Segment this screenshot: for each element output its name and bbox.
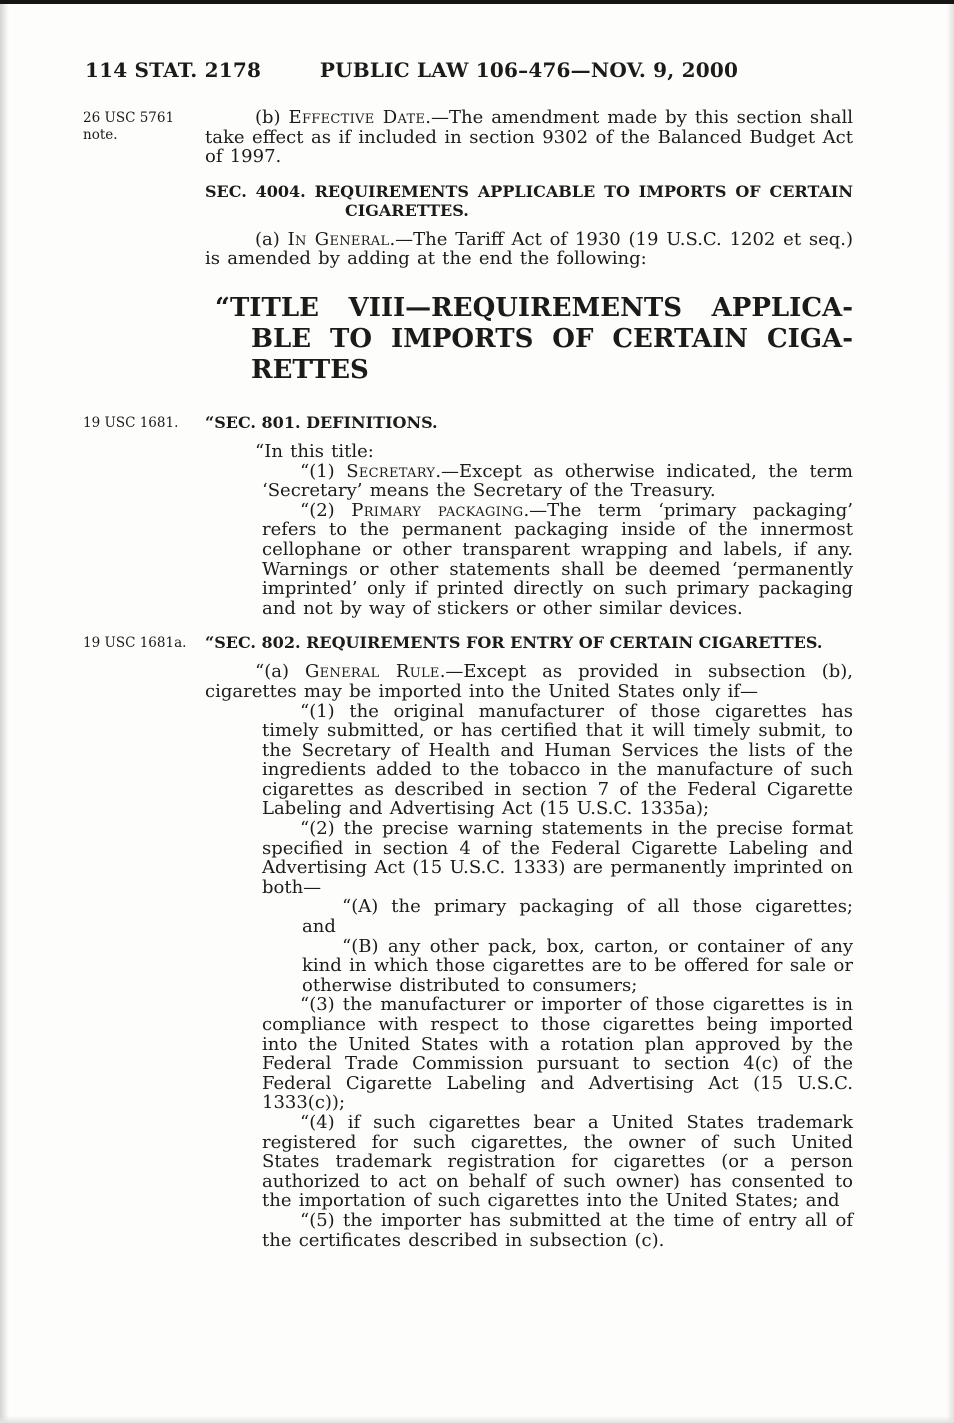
text-run: “(B) any other pack, box, carton, or container of any kind in which those cigarettes are to be offered for sale or otherwise distributed to consumers; [302, 935, 853, 996]
small-caps-term: Primary packaging [351, 499, 524, 521]
sec-801-heading [83, 412, 853, 432]
text-run: “(2) the precise warning statements in the precise format specified in section 4 of the Federal Cigarette Labeling and Advertising Act (15 U.S.C. 1333) are permanently imprinted on both— [262, 818, 853, 898]
text-run: “In this title: [255, 440, 374, 462]
small-caps-term: In General [287, 228, 390, 250]
small-caps-term: General Rule [304, 661, 440, 683]
heading-line: BLE TO IMPORTS OF CERTAIN CIGA- [251, 323, 853, 354]
subsection-a-in-general [205, 230, 853, 269]
text-run: “(1) the original manufacturer of those cigarettes has timely submitted, or has certified that it will timely submit, to the Secretary of Health and Human Services the lists of the ingredients added to the tobacco in the manufacture of such cigarettes as described in section 7 of the Federal Cigarette Labeling and Advertising Act (15 U.S.C. 1335a); [262, 700, 853, 820]
text-run: .—Except as otherwise indicated, the term ‘Secretary’ means the Secretary of the Treasury. [262, 460, 853, 502]
scan-right-edge [947, 4, 954, 1423]
sec-802-a-general-rule [205, 662, 853, 701]
text-run: “(3) the manufacturer or importer of those cigarettes is in compliance with respect to those cigarettes being imported into the United States with a rotation plan approved by the Federal Trade Commission pursuant to section 4(c) of the Federal Cigarette Labeling and Advertising Act (15 U.S.C. 1333(c)); [262, 994, 853, 1114]
sec-802-a-5 [262, 1211, 853, 1250]
heading-line: “TITLE VIII—REQUIREMENTS APPLICA- [215, 292, 853, 323]
text-run: “(5) the importer has submitted at the time of entry all of the certificates described in subsection (c). [262, 1209, 853, 1251]
sec-802-a-2-B [302, 937, 853, 996]
text-run: “(1) [300, 460, 347, 482]
sec-802-a-1 [262, 702, 853, 820]
text-run: (a) [255, 228, 288, 250]
sec-802-a-3 [262, 995, 853, 1113]
usc-margin-note: 26 USC 5761 note. [83, 110, 175, 143]
stat-page-number: 114 STAT. 2178 [85, 58, 262, 82]
document-blocks [83, 107, 854, 1251]
usc-margin-note: 19 USC 1681. [83, 414, 179, 431]
text-run: .—The Tariff Act of 1930 (19 U.S.C. 1202 et seq.) is amended by adding at the end the following: [205, 228, 854, 270]
text-run: “(4) if such cigarettes bear a United States trademark registered for such cigarettes, the owner of such United States trademark registration for cigarettes (or a person authorized to act on behalf of such owner) has consented to the importation of such cigarettes into the United States; and [262, 1111, 853, 1212]
sec-802-a-4 [262, 1113, 853, 1211]
sec-4004-heading [205, 182, 853, 220]
small-caps-term: Secretary [346, 460, 436, 482]
heading-line: “SEC. 801. DEFINITIONS. [205, 412, 438, 432]
sec-802-a-2-A [302, 897, 853, 936]
text-run: (b) [255, 107, 289, 128]
subsection-b-effective-date [83, 107, 854, 168]
heading-line: RETTES [251, 354, 369, 385]
in-this-title [205, 442, 853, 462]
text-run: “(2) [300, 499, 352, 521]
sec-802-heading [83, 633, 853, 653]
text-run: “(a) [255, 661, 305, 683]
small-caps-term: Effective Date [288, 107, 426, 128]
running-header [0, 58, 954, 84]
title-viii-heading [205, 293, 853, 386]
text-run: .—Except as provided in subsection (b), cigarettes may be imported into the United States only if— [205, 661, 853, 702]
heading-line: SEC. 4004. REQUIREMENTS APPLICABLE TO IMPORTS OF CERTAIN [205, 181, 853, 201]
public-law-header: PUBLIC LAW 106–476—NOV. 9, 2000 [319, 58, 739, 82]
heading-line: “SEC. 802. REQUIREMENTS FOR ENTRY OF CERTAIN CIGARETTES. [205, 633, 823, 653]
text-run: “(A) the primary packaging of all those cigarettes; and [302, 896, 853, 938]
definition-1-secretary [262, 462, 853, 501]
sec-802-a-2 [262, 819, 853, 897]
text-run: .—The term ‘primary packaging’ refers to the permanent packaging inside of the innermost cellophane or other transparent wrapping and labels, if any. Warnings or other statements shall be deemed ‘permanently imprinted’ only if printed directly on such primary packaging and not by way of stickers or other similar devices. [262, 499, 853, 619]
definition-2-primary-packaging [262, 501, 853, 619]
usc-margin-note: 19 USC 1681a. [83, 635, 187, 652]
scan-top-edge [0, 0, 954, 4]
scan-bottom-edge [0, 1416, 954, 1423]
text-run: .—The amendment made by this section shall take effect as if included in section 9302 of the Balanced Budget Act of 1997. [205, 107, 854, 168]
scan-left-edge [0, 4, 9, 1423]
heading-line: CIGARETTES. [345, 200, 469, 220]
